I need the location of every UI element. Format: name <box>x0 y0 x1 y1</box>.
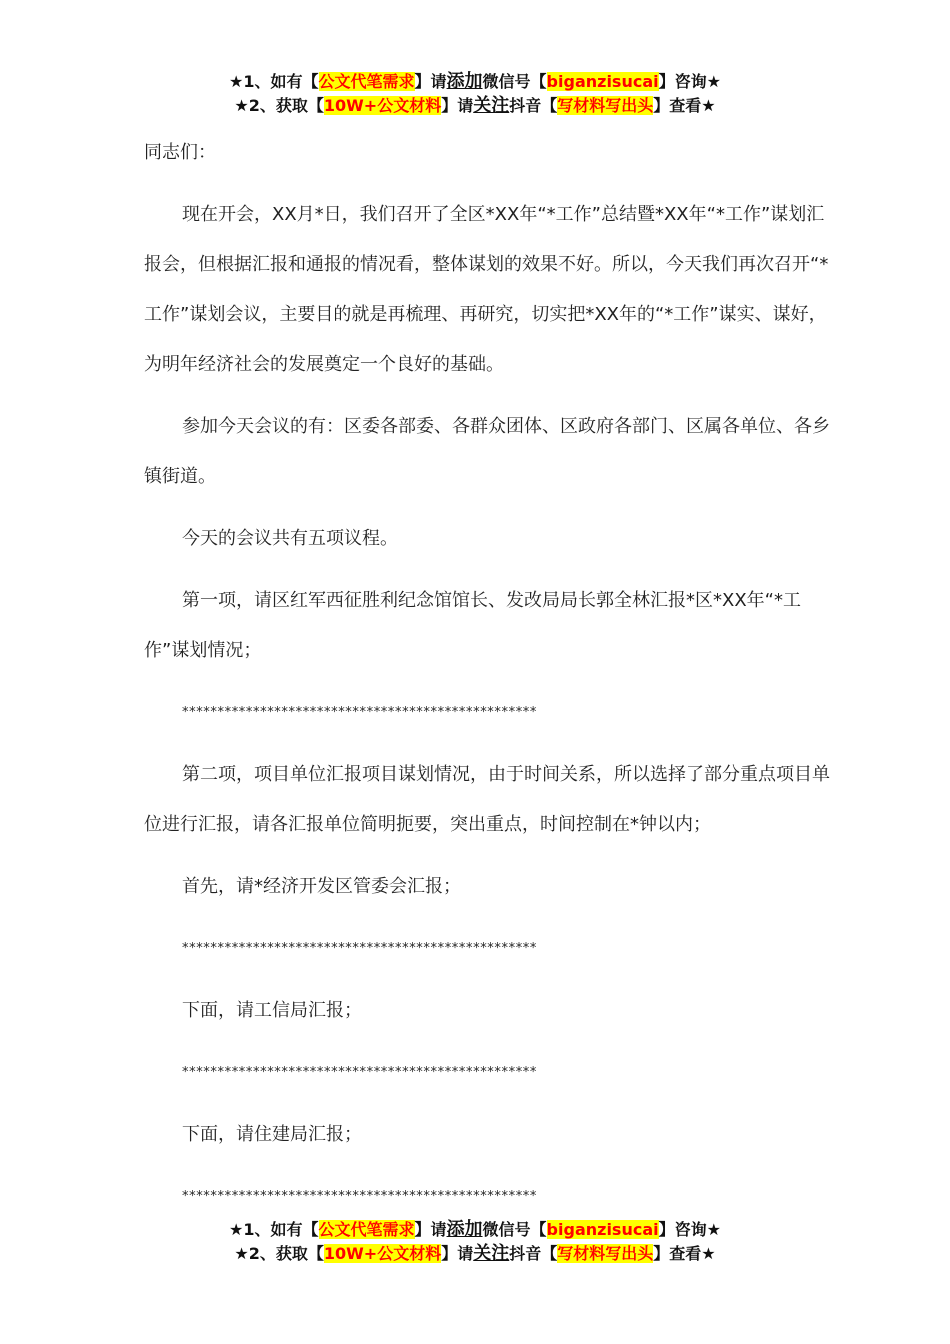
paragraph: 第一项，请区红军西征胜利纪念馆馆长、发改局局长郭全林汇报*区*XX年“*工作”谋划情况； <box>144 590 801 661</box>
top-banner <box>0 70 950 118</box>
paragraph: 今天的会议共有五项议程。 <box>182 528 398 549</box>
banner-text: ★1、如有【 <box>229 1220 319 1239</box>
highlight-text: 写材料写出头 <box>557 1244 654 1263</box>
document-body <box>144 128 834 1234</box>
banner-text: 】查看★ <box>653 96 716 115</box>
highlight-text: biganzisucai <box>546 1220 659 1239</box>
banner-text: 微信号【 <box>482 1220 547 1239</box>
star-separator: ************************************************** <box>182 1189 537 1204</box>
banner-text: 抖音【 <box>509 96 558 115</box>
star-separator: ************************************************** <box>182 705 537 720</box>
highlight-text: 10W+公文材料 <box>323 96 442 115</box>
banner-text: 】查看★ <box>653 1244 716 1263</box>
paragraph: 首先，请*经济开发区管委会汇报； <box>182 876 461 897</box>
emphasis-text: 添加 <box>446 1219 483 1240</box>
banner-line-1 <box>0 70 950 94</box>
banner-text: 】咨询★ <box>658 72 721 91</box>
star-separator: ************************************************** <box>182 1065 537 1080</box>
banner-text: 微信号【 <box>482 72 547 91</box>
highlight-text: biganzisucai <box>546 72 659 91</box>
banner-text: ★2、获取【 <box>234 1244 324 1263</box>
paragraph: 第二项，项目单位汇报项目谋划情况，由于时间关系，所以选择了部分重点项目单位进行汇报，请各汇报单位简明扼要，突出重点，时间控制在*钟以内； <box>144 764 830 835</box>
banner-text: 】请 <box>441 96 474 115</box>
banner-text: ★2、获取【 <box>234 96 324 115</box>
highlight-text: 公文代笔需求 <box>318 1220 415 1239</box>
banner-line-2 <box>0 1242 950 1266</box>
banner-line-1 <box>0 1218 950 1242</box>
bottom-banner <box>0 1218 950 1266</box>
banner-text: 】请 <box>441 1244 474 1263</box>
highlight-text: 写材料写出头 <box>557 96 654 115</box>
banner-text: 】请 <box>414 72 447 91</box>
paragraph: 现在开会，XX月*日，我们召开了全区*XX年“*工作”总结暨*XX年“*工作”谋划汇报会，但根据汇报和通报的情况看，整体谋划的效果不好。所以，今天我们再次召开“*工作”谋划会议，主要目的就是再梳理、再研究，切实把*XX年的“*工作”谋实、谋好，为明年经济社会的发展奠定一个良好的基础。 <box>144 204 829 375</box>
star-separator: ************************************************** <box>182 941 537 956</box>
emphasis-text: 添加 <box>446 71 483 92</box>
paragraph: 参加今天会议的有：区委各部委、各群众团体、区政府各部门、区属各单位、各乡镇街道。 <box>144 416 830 487</box>
banner-text: 抖音【 <box>509 1244 558 1263</box>
banner-text: 】请 <box>414 1220 447 1239</box>
paragraph: 下面，请住建局汇报； <box>182 1124 362 1145</box>
salutation: 同志们： <box>144 142 216 163</box>
emphasis-text: 关注 <box>473 95 510 116</box>
emphasis-text: 关注 <box>473 1243 510 1264</box>
banner-text: 】咨询★ <box>658 1220 721 1239</box>
paragraph: 下面，请工信局汇报； <box>182 1000 362 1021</box>
banner-text: ★1、如有【 <box>229 72 319 91</box>
highlight-text: 公文代笔需求 <box>318 72 415 91</box>
highlight-text: 10W+公文材料 <box>323 1244 442 1263</box>
banner-line-2 <box>0 94 950 118</box>
